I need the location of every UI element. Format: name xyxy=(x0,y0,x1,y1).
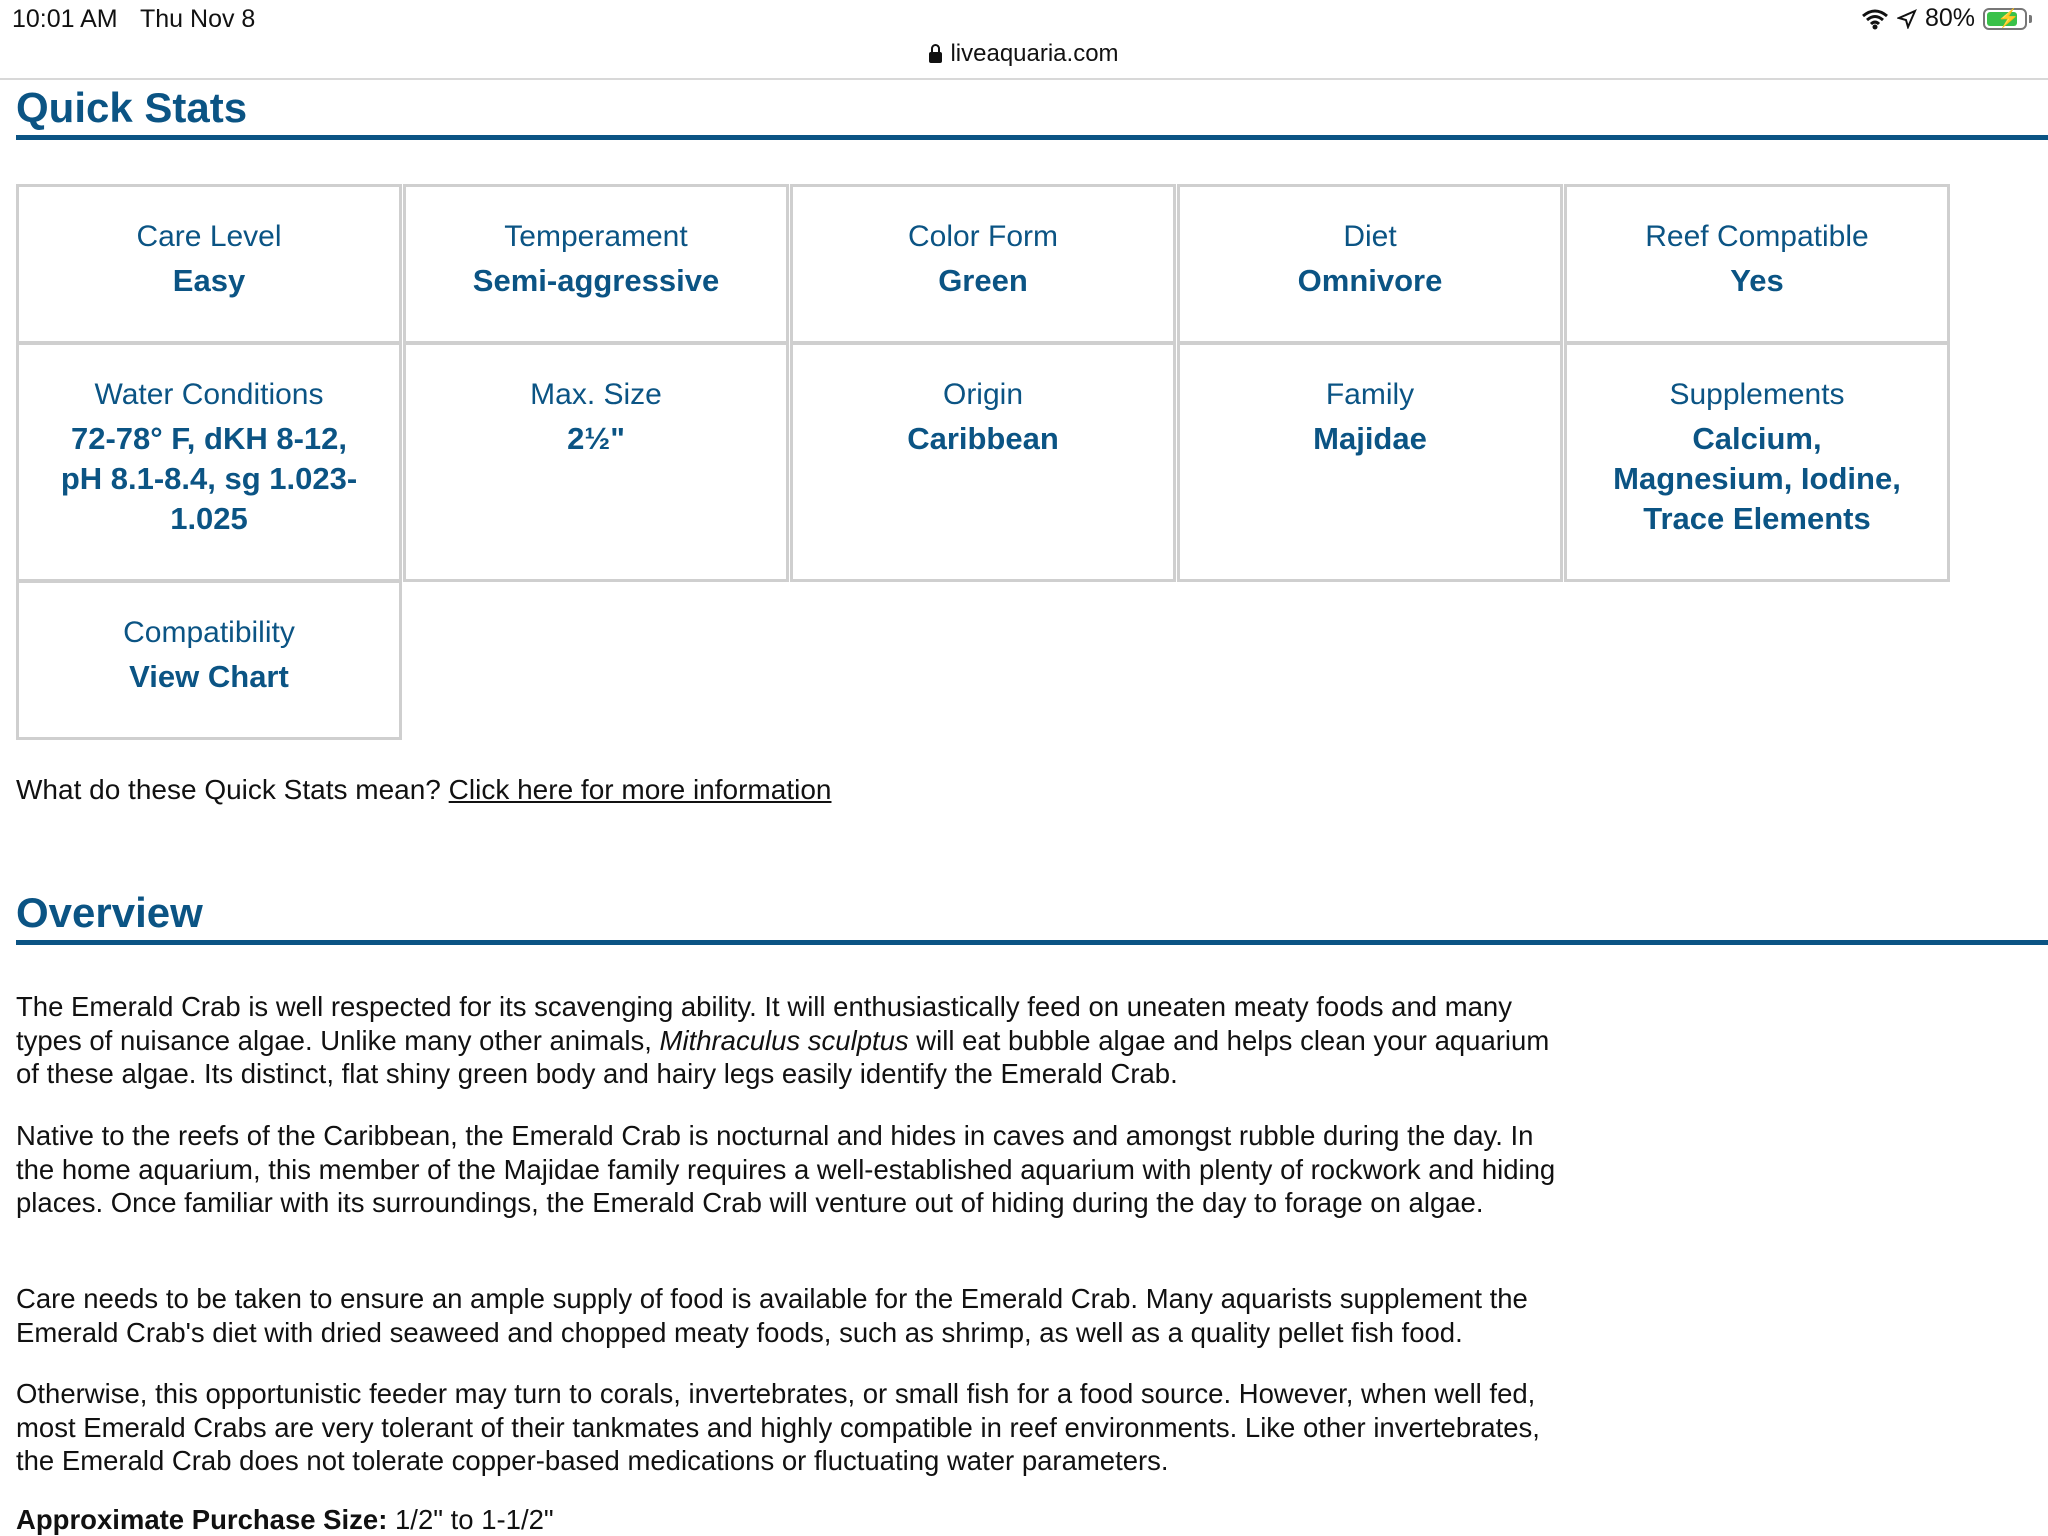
question-text: What do these Quick Stats mean? xyxy=(16,774,441,805)
overview-paragraph-4: Otherwise, this opportunistic feeder may turn to corals, invertebrates, or small fish for a food source. However, when well fed, most Emerald Crabs are very tolerant of their tankmates and highly compatible in reef environments. Like other invertebrates, the Emerald Crab does not tolerate copper-based medications or fluctuating water parameters. xyxy=(16,1378,1540,1476)
stat-value: Easy xyxy=(172,263,246,298)
overview-paragraph-3: Care needs to be taken to ensure an ample supply of food is available for the Emerald Crab. Many aquarists supplement the Emerald Crab's diet with dried seaweed and chopped meaty foods, such as shrimp, as well as a quality pellet fish food. xyxy=(16,1283,1528,1348)
stat-label: Supplements xyxy=(1669,378,1845,411)
overview-paragraph-2: Native to the reefs of the Caribbean, the Emerald Crab is nocturnal and hides in caves and amongst rubble during the day. In the home aquarium, this member of the Majidae family requires a well-established aquarium with plenty of rockwork and hiding places. Once familiar with its surroundings, the Emerald Crab will venture out of hiding during the day to forage on algae. xyxy=(16,1120,1556,1218)
overview-paragraph-1: The Emerald Crab is well respected for its scavenging ability. It will enthusiastically feed on uneaten meaty foods and many types of nuisance algae. Unlike many other animals, Mithraculus sculptus will eat bubble algae and helps clean your aquarium of these algae. Its distinct, flat shiny green body and hairy legs easily identify the Emerald Crab. xyxy=(16,991,1550,1089)
address-bar[interactable] xyxy=(0,40,2048,80)
stat-value: Calcium, Magnesium, Iodine, Trace Elements xyxy=(1613,421,1901,536)
stat-max-size xyxy=(403,342,789,582)
status-date: Thu Nov 8 xyxy=(140,5,256,33)
stat-temperament xyxy=(403,184,789,344)
stat-label: Max. Size xyxy=(530,378,662,411)
battery-icon: ⚡ xyxy=(1983,8,2027,30)
stat-label: Reef Compatible xyxy=(1645,220,1869,253)
wifi-icon xyxy=(1861,8,1889,30)
status-time: 10:01 AM xyxy=(12,5,118,33)
purchase-size xyxy=(16,1504,554,1536)
stat-family xyxy=(1177,342,1563,582)
stat-value: 2½" xyxy=(567,421,625,456)
species-name: Mithraculus sculptus xyxy=(659,1024,909,1056)
stat-color-form xyxy=(790,184,1176,344)
lock-icon xyxy=(929,52,942,63)
stat-label: Compatibility xyxy=(123,616,295,649)
stat-water-conditions xyxy=(16,342,402,582)
battery-percent: 80% xyxy=(1924,4,1975,32)
stat-label: Color Form xyxy=(907,220,1058,253)
stat-diet xyxy=(1177,184,1563,344)
overview-heading: Overview xyxy=(16,889,203,936)
stat-label: Care Level xyxy=(136,220,282,253)
quick-stats-divider xyxy=(16,135,2048,140)
overview-divider xyxy=(16,940,2048,945)
stat-label: Diet xyxy=(1343,220,1397,253)
stat-reef-compatible xyxy=(1564,184,1950,344)
stat-care-level xyxy=(16,184,402,344)
stat-compatibility[interactable] xyxy=(16,580,402,740)
stat-origin xyxy=(790,342,1176,582)
quick-stats-heading: Quick Stats xyxy=(16,84,248,131)
stat-label: Family xyxy=(1325,378,1415,411)
stat-value: Omnivore xyxy=(1297,263,1443,298)
view-chart-link[interactable]: View Chart xyxy=(129,659,289,694)
quick-stats-question xyxy=(16,774,831,806)
stat-label: Water Conditions xyxy=(94,378,324,411)
stat-value: Majidae xyxy=(1313,421,1427,456)
stat-value: Caribbean xyxy=(907,421,1059,456)
status-bar xyxy=(0,0,2048,40)
stat-label: Temperament xyxy=(504,220,688,253)
location-arrow-icon xyxy=(1897,9,1917,29)
stat-value: Semi-aggressive xyxy=(472,263,720,298)
stat-value: Green xyxy=(938,263,1028,298)
stat-value: Yes xyxy=(1730,263,1784,298)
purchase-size-value: 1/2" to 1-1/2" xyxy=(387,1504,554,1535)
stat-label: Origin xyxy=(942,378,1024,411)
purchase-size-label: Approximate Purchase Size: xyxy=(16,1504,388,1535)
url-text[interactable]: liveaquaria.com xyxy=(950,40,1119,67)
more-info-link[interactable]: Click here for more information xyxy=(448,774,832,805)
stat-supplements xyxy=(1564,342,1950,582)
status-indicators xyxy=(1861,4,2032,33)
stat-value: 72-78° F, dKH 8-12, pH 8.1-8.4, sg 1.023-1.025 xyxy=(60,421,358,536)
